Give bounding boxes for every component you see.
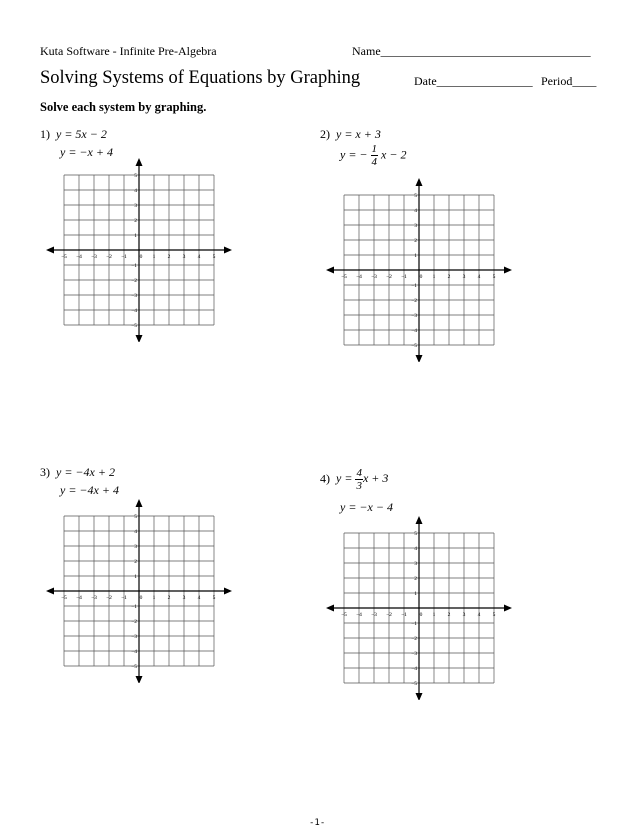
y-tick-label: −1 [411,621,417,627]
problem-number: 4) [320,471,330,486]
y-axis-up-arrow-icon [416,178,423,186]
x-tick-label: 3 [182,595,186,601]
y-tick-label: −2 [411,636,417,642]
fraction-denominator: 3 [356,480,362,492]
x-tick-label: −5 [341,274,347,280]
y-tick-label: −5 [131,664,137,670]
x-tick-label: 0 [139,595,143,601]
y-tick-label: 3 [134,544,137,550]
fraction [371,143,379,168]
coordinate-grid-1 [46,158,236,342]
y-axis-down-arrow-icon [136,676,143,683]
x-tick-label: −3 [91,595,97,601]
x-tick-label: 5 [492,274,496,280]
y-tick-label: 2 [414,238,417,244]
x-tick-label: 1 [432,274,436,280]
equation-1 [336,467,389,492]
x-tick-label: −4 [76,254,82,260]
x-tick-label: 1 [152,595,156,601]
equation-2: y = −x + 4 [60,145,113,159]
fraction-numerator: 1 [371,143,378,155]
x-tick-label: 2 [167,595,171,601]
equation-suffix: x + 3 [362,471,389,486]
y-tick-label: 4 [414,546,417,552]
y-tick-label: 1 [414,253,417,259]
y-tick-label: −2 [131,278,137,284]
x-tick-label: 4 [197,595,201,601]
y-tick-label: 3 [414,561,417,567]
x-tick-label: 5 [492,612,496,618]
worksheet-title: Solving Systems of Equations by Graphing [40,68,361,88]
y-tick-label: −4 [411,666,417,672]
y-tick-label: 4 [414,208,417,214]
y-tick-label: 2 [414,576,417,582]
problem-4 [320,467,388,492]
period-field: Period____ [541,74,597,88]
x-tick-label: 2 [167,254,171,260]
y-tick-label: −4 [411,328,417,334]
x-tick-label: −2 [106,254,112,260]
x-tick-label: −2 [386,612,392,618]
x-tick-label: 3 [462,612,466,618]
x-tick-label: 5 [212,595,216,601]
x-tick-label: −4 [356,612,362,618]
y-axis-down-arrow-icon [136,335,143,342]
equation-2: y = −4x + 4 [60,483,119,497]
x-tick-label: −3 [371,612,377,618]
problem-number: 1) [40,127,50,141]
x-tick-label: 4 [477,612,481,618]
page-number: -1- [309,818,326,828]
y-tick-label: −5 [411,681,417,687]
y-tick-label: −2 [411,298,417,304]
x-axis-right-arrow-icon [224,247,232,254]
x-tick-label: 3 [182,254,186,260]
instructions: Solve each system by graphing. [40,100,207,114]
y-tick-label: −3 [131,634,137,640]
x-tick-label: 0 [139,254,143,260]
y-tick-label: −3 [131,293,137,299]
x-tick-label: 3 [462,274,466,280]
x-tick-label: −2 [386,274,392,280]
y-tick-label: 1 [134,233,137,239]
y-tick-label: 2 [134,218,137,224]
equation-suffix: x − 2 [381,147,407,162]
equation-1: y = x + 3 [336,127,381,141]
y-tick-label: −4 [131,649,137,655]
y-tick-label: −4 [131,308,137,314]
x-tick-label: −1 [401,612,407,618]
x-tick-label: −2 [106,595,112,601]
x-tick-label: 2 [447,274,451,280]
x-tick-label: −1 [121,595,127,601]
fraction [355,467,363,492]
x-axis-left-arrow-icon [46,247,54,254]
y-tick-label: 1 [414,591,417,597]
x-tick-label: 5 [212,254,216,260]
y-tick-label: 5 [414,531,417,537]
date-field: Date________________ [414,74,533,88]
y-axis-up-arrow-icon [136,158,143,166]
x-tick-label: 0 [419,274,423,280]
name-field: Name___________________________________ [352,44,591,58]
x-tick-label: 1 [152,254,156,260]
equation-1: y = 5x − 2 [56,127,107,141]
y-axis-down-arrow-icon [416,355,423,362]
problem-number: 2) [320,127,330,141]
y-tick-label: 3 [414,223,417,229]
fraction-numerator: 4 [356,467,362,479]
x-axis-left-arrow-icon [46,588,54,595]
y-tick-label: −5 [411,343,417,349]
problem-number: 3) [40,465,50,479]
y-tick-label: 5 [134,173,137,179]
coordinate-grid-2 [326,178,516,362]
coordinate-grid-3 [46,499,236,683]
y-tick-label: 5 [414,193,417,199]
x-tick-label: 4 [477,274,481,280]
coordinate-grid-4 [326,516,516,700]
y-tick-label: −3 [411,651,417,657]
x-tick-label: −1 [121,254,127,260]
y-tick-label: −1 [131,604,137,610]
problem-2 [320,127,381,142]
x-axis-left-arrow-icon [326,267,334,274]
x-tick-label: −3 [371,274,377,280]
x-axis-right-arrow-icon [224,588,232,595]
equation-2 [340,143,406,168]
y-tick-label: −2 [131,619,137,625]
x-tick-label: 0 [419,612,423,618]
y-tick-label: 5 [134,514,137,520]
y-tick-label: −1 [411,283,417,289]
publisher-label: Kuta Software - Infinite Pre-Algebra [40,44,217,58]
y-tick-label: 3 [134,203,137,209]
x-axis-left-arrow-icon [326,605,334,612]
y-tick-label: −5 [131,323,137,329]
equation-prefix: y = [336,471,356,486]
y-axis-up-arrow-icon [416,516,423,524]
x-tick-label: −5 [61,595,67,601]
x-tick-label: −1 [401,274,407,280]
problem-1 [40,127,107,142]
equation-prefix: y = − [340,147,368,162]
x-tick-label: 1 [432,612,436,618]
y-tick-label: 1 [134,574,137,580]
y-tick-label: −3 [411,313,417,319]
x-tick-label: −3 [91,254,97,260]
x-tick-label: −4 [356,274,362,280]
x-axis-right-arrow-icon [504,267,512,274]
y-tick-label: 2 [134,559,137,565]
problem-3 [40,465,115,480]
equation-1: y = −4x + 2 [56,465,115,479]
equation-2: y = −x − 4 [340,500,393,514]
x-tick-label: 4 [197,254,201,260]
x-tick-label: −5 [341,612,347,618]
y-tick-label: 4 [134,529,137,535]
y-axis-down-arrow-icon [416,693,423,700]
x-tick-label: 2 [447,612,451,618]
fraction-denominator: 4 [371,156,378,168]
x-axis-right-arrow-icon [504,605,512,612]
x-tick-label: −4 [76,595,82,601]
x-tick-label: −5 [61,254,67,260]
y-tick-label: −1 [131,263,137,269]
y-axis-up-arrow-icon [136,499,143,507]
y-tick-label: 4 [134,188,137,194]
